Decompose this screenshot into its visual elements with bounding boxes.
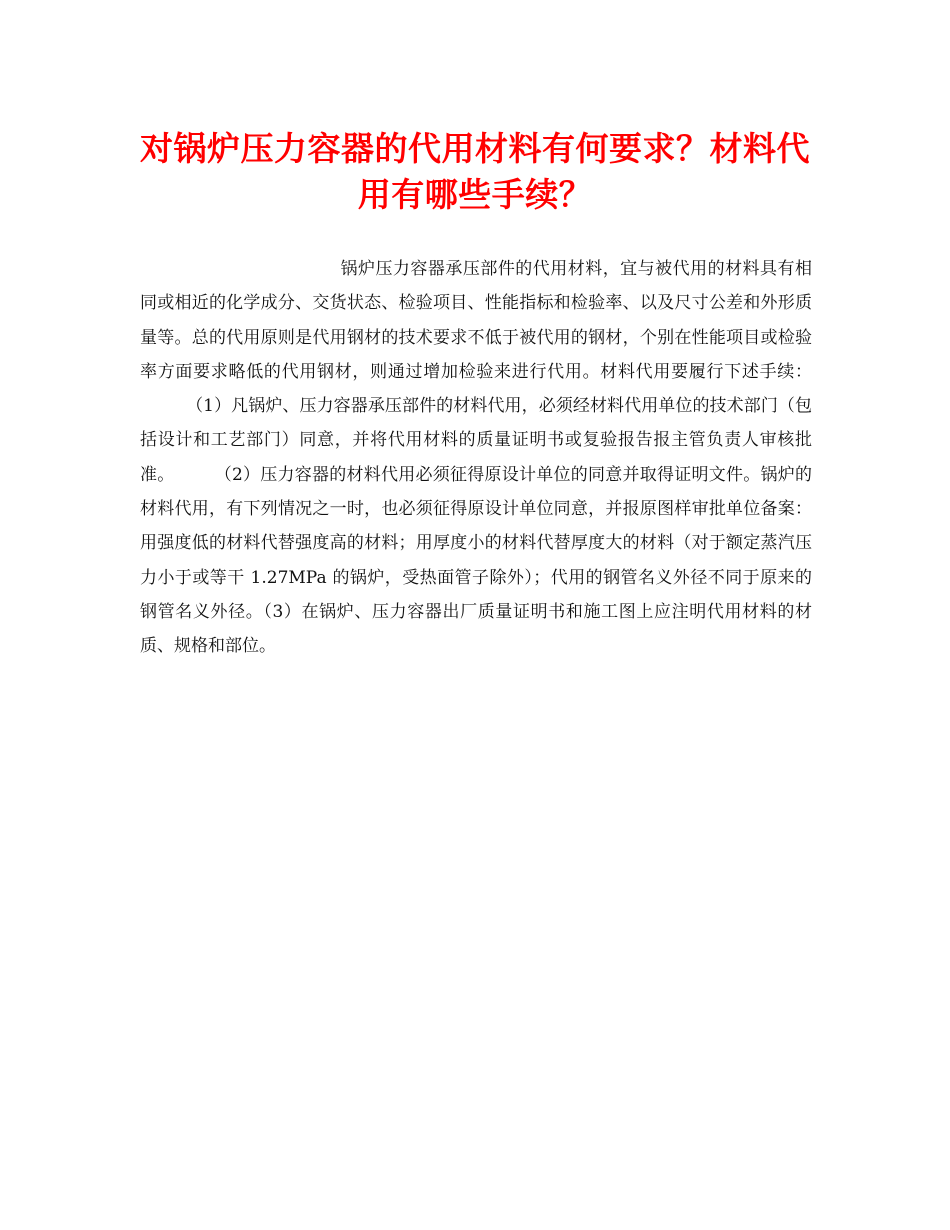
intro-text: 锅炉压力容器承压部件的代用材料，宜与被代用的材料具有相同或相近的化学成分、交货状态、检验项目、性能指标和检验率、以及尺寸公差和外形质量等。总的代用原则是代用钢材的技术要求不低于被代用的钢材，个别在性能项目或检验率方面要求略低的代用钢材，则通过增加检验来进行代用。材料代用要履行下述手续： [140, 259, 812, 382]
procedure-item-1: （1）凡锅炉、压力容器承压部件的材料代用，必须经材料代用单位的技术部门（包括设计和工艺部门）同意，并将代用材料的质量证明书或复验报告报主管负责人审核批准。 [140, 396, 812, 485]
document-title: 对锅炉压力容器的代用材料有何要求？材料代用有哪些手续？ [140, 129, 810, 214]
procedure-item-2: （2）压力容器的材料代用必须征得原设计单位的同意并取得证明文件。锅炉的材料代用，有下列情况之一时，也必须征得原设计单位同意，并报原图样审批单位备案：用强度低的材料代替强度高的材料；用厚度小的材料代替厚度大的材料（对于额定蒸汽压力小于或等干 1.27MPa 的锅炉，受热面管子除外）；代用的钢管名义外径不同于原来的钢管名义外径。 [140, 464, 812, 622]
procedure-item-3: （3）在锅炉、压力容器出厂质量证明书和施工图上应注明代用材料的材质、规格和部位。 [140, 601, 813, 657]
body-paragraph [140, 252, 812, 664]
